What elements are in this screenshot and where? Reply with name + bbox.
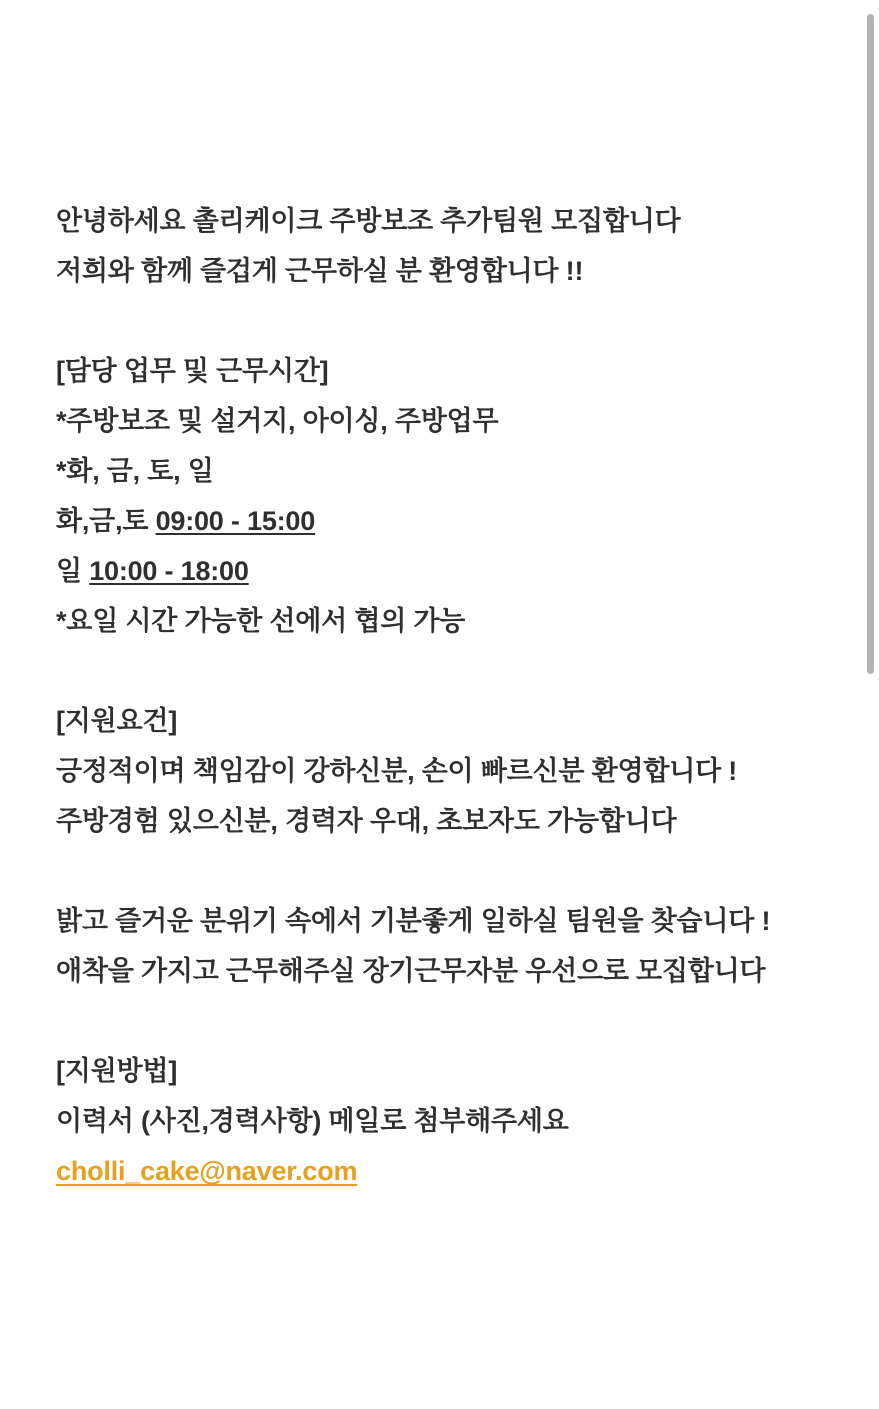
hours-sunday-prefix: 일 [56,556,90,586]
posting-line-greeting: 안녕하세요 촐리케이크 주방보조 추가팀원 모집합니다 [56,206,681,236]
posting-line-hours-weekday [56,496,836,546]
posting-heading-requirements: [지원요건] [56,706,178,736]
posting-line-schedule-negotiable: *요일 시간 가능한 선에서 협의 가능 [56,606,466,636]
posting-line-duties-detail: *주방보조 및 설거지, 아이싱, 주방업무 [56,406,499,436]
scrollbar-thumb[interactable] [867,14,874,674]
posting-line-days: *화, 금, 토, 일 [56,456,214,486]
hours-weekday-value: 09:00 - 15:00 [155,506,316,536]
email-link[interactable]: cholli_cake@naver.com [56,1156,358,1186]
posting-line-hours-sunday [56,546,836,596]
posting-spacer-3 [56,846,836,896]
hours-sunday-value: 10:00 - 18:00 [89,556,249,586]
posting-spacer-1 [56,296,836,346]
posting-email-line [56,1146,836,1196]
job-posting-body [56,196,836,1196]
posting-heading-how-to-apply: [지원방법] [56,1056,178,1086]
posting-line-resume-instruction: 이력서 (사진,경력사항) 메일로 첨부해주세요 [56,1106,569,1136]
posting-line-longterm: 애착을 가지고 근무해주실 장기근무자분 우선으로 모집합니다 [56,956,766,986]
hours-weekday-prefix: 화,금,토 [56,506,156,536]
posting-line-welcome: 저희와 함께 즐겁게 근무하실 분 환영합니다 !! [56,256,584,286]
posting-spacer-4 [56,996,836,1046]
posting-line-requirement-attitude: 긍정적이며 책임감이 강하신분, 손이 빠르신분 환영합니다 ! [56,756,738,786]
posting-heading-duties: [담당 업무 및 근무시간] [56,356,329,386]
posting-line-atmosphere: 밝고 즐거운 분위기 속에서 기분좋게 일하실 팀원을 찾습니다 ! [56,906,771,936]
posting-spacer-2 [56,646,836,696]
posting-line-requirement-experience: 주방경험 있으신분, 경력자 우대, 초보자도 가능합니다 [56,806,677,836]
